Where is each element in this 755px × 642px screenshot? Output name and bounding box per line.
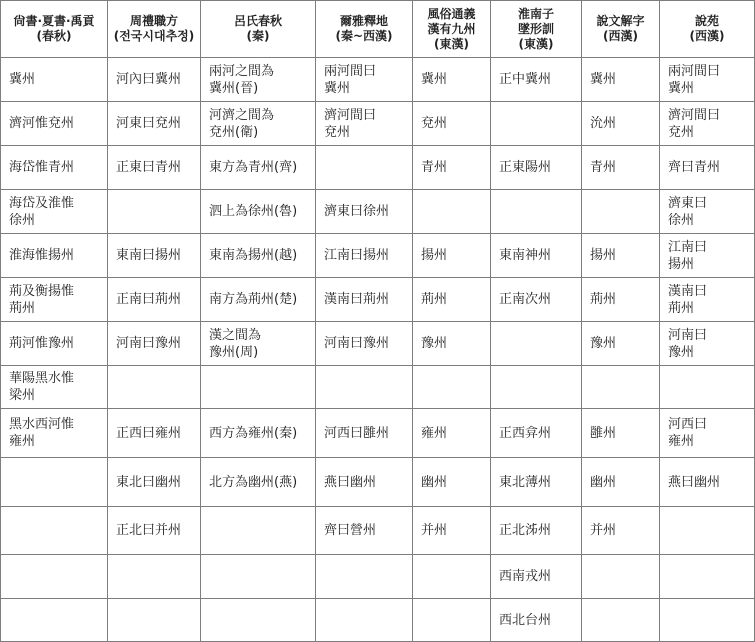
table-cell: [201, 278, 316, 322]
cell-text: 荊河惟豫州: [9, 336, 75, 351]
cell-text: 荊及衡揚惟: [9, 283, 75, 299]
table-cell: [108, 599, 201, 642]
cell-text: 冀州: [590, 72, 617, 87]
cell-text: 西方為雍州(秦): [209, 425, 298, 441]
cell-text: 齊曰營州: [324, 523, 377, 538]
table-cell: [660, 146, 755, 190]
cell-text: 西北台州: [499, 612, 552, 628]
table-cell: [316, 278, 413, 322]
header-text: 尙書·夏書·禹貢: [13, 14, 95, 28]
cell-text: 東方為青州(齊): [209, 160, 298, 175]
cell-text: 河東曰兗州: [116, 116, 182, 131]
cell-text: 南方為荊州(楚): [209, 292, 298, 307]
table-cell: [108, 322, 201, 366]
cell-text: 正東陽州: [499, 160, 552, 175]
table-cell: [413, 234, 491, 278]
cell-text: 冀州: [9, 72, 36, 87]
table-cell: [201, 102, 316, 146]
cell-text: 荊州: [9, 300, 36, 316]
cell-text: 東北薄州: [499, 474, 552, 490]
header-text: 風俗通義: [427, 6, 476, 21]
table-cell: [316, 366, 413, 409]
table-cell: [108, 278, 201, 322]
cell-text: 沇州: [590, 116, 617, 131]
cell-text: 冀州(晉): [209, 80, 259, 96]
table-cell: [491, 278, 582, 322]
cell-text: 河西曰: [668, 417, 708, 432]
cell-text: 濟河惟兗州: [9, 116, 75, 131]
table-cell: [108, 234, 201, 278]
table-cell: [108, 555, 201, 599]
table-cell: [582, 322, 660, 366]
cell-text: 并州: [590, 523, 617, 538]
column-header: [201, 1, 316, 58]
cell-text: 濟河間曰: [668, 107, 721, 123]
cell-text: 東北曰幽州: [116, 474, 182, 490]
table-cell: [491, 507, 582, 555]
table-row: [1, 146, 755, 190]
table-cell: [316, 458, 413, 507]
cell-text: 正中冀州: [499, 72, 552, 87]
table-cell: [660, 278, 755, 322]
column-header: [108, 1, 201, 58]
cell-text: 荊州: [590, 292, 617, 307]
table-cell: [582, 555, 660, 599]
cell-text: 冀州: [668, 80, 695, 96]
table-cell: [316, 555, 413, 599]
cell-text: 燕曰幽州: [324, 474, 377, 490]
table-cell: [201, 322, 316, 366]
table-cell: [1, 146, 108, 190]
table-cell: [413, 102, 491, 146]
cell-text: 青州: [421, 160, 448, 175]
cell-text: 海岱惟青州: [9, 160, 75, 175]
table-row: [1, 507, 755, 555]
cell-text: 濟東曰: [668, 195, 708, 211]
cell-text: 青州: [590, 160, 617, 175]
cell-text: 河南曰: [668, 327, 708, 343]
cell-text: 揚州: [668, 256, 695, 272]
table-cell: [660, 366, 755, 409]
cell-text: 雍州: [9, 434, 36, 449]
cell-text: 兩河間曰: [324, 63, 377, 79]
table-cell: [413, 599, 491, 642]
table-cell: [582, 409, 660, 458]
header-row: [1, 1, 755, 58]
cell-text: 東南曰揚州: [116, 248, 182, 263]
column-header: [660, 1, 755, 58]
cell-text: 荊州: [668, 300, 695, 316]
table-cell: [491, 234, 582, 278]
table-cell: [660, 190, 755, 234]
cell-text: 正西曰雍州: [116, 425, 182, 441]
cell-text: 并州: [421, 523, 448, 538]
table-cell: [108, 458, 201, 507]
cell-text: 河濟之間為: [209, 107, 275, 123]
header-text: 墜形訓: [517, 21, 554, 36]
table-cell: [491, 458, 582, 507]
table-cell: [413, 278, 491, 322]
table-cell: [108, 58, 201, 102]
cell-text: 正南曰荊州: [116, 292, 182, 307]
cell-text: 豫州: [668, 344, 695, 360]
table-cell: [108, 190, 201, 234]
table-cell: [491, 322, 582, 366]
table-cell: [316, 102, 413, 146]
table-cell: [108, 366, 201, 409]
cell-text: 漢南曰荊州: [324, 292, 390, 307]
table-row: [1, 555, 755, 599]
cell-text: 揚州: [590, 248, 617, 263]
table-cell: [201, 409, 316, 458]
table-cell: [660, 555, 755, 599]
cell-text: 兩河之間為: [209, 63, 275, 79]
table-cell: [491, 366, 582, 409]
table-cell: [660, 58, 755, 102]
table-cell: [660, 234, 755, 278]
cell-text: 荊州: [421, 292, 448, 307]
cell-text: 江南曰: [668, 239, 708, 255]
table-cell: [1, 58, 108, 102]
table-cell: [1, 555, 108, 599]
cell-text: 河西曰雝州: [324, 425, 390, 441]
table-cell: [491, 409, 582, 458]
table-row: [1, 102, 755, 146]
header-text: 爾雅釋地: [339, 14, 388, 28]
table-cell: [1, 102, 108, 146]
header-text: (春秋): [36, 29, 72, 43]
table-cell: [660, 507, 755, 555]
table-row: [1, 366, 755, 409]
column-header: [582, 1, 660, 58]
table-row: [1, 322, 755, 366]
table-cell: [413, 507, 491, 555]
cell-text: 西南戎州: [499, 569, 552, 584]
table-cell: [1, 322, 108, 366]
cell-text: 兗州: [324, 124, 351, 140]
cell-text: 江南曰揚州: [324, 248, 390, 263]
cell-text: 冀州: [324, 80, 351, 96]
table-cell: [1, 278, 108, 322]
table-cell: [201, 458, 316, 507]
header-text: 淮南子: [517, 6, 554, 21]
cell-text: 兩河間曰: [668, 63, 721, 79]
table-cell: [1, 366, 108, 409]
table-cell: [201, 555, 316, 599]
table-cell: [201, 146, 316, 190]
table-cell: [1, 190, 108, 234]
column-header: [491, 1, 582, 58]
table-cell: [201, 58, 316, 102]
table-cell: [582, 507, 660, 555]
header-text: 漢有九州: [427, 21, 476, 36]
table-cell: [316, 190, 413, 234]
table-cell: [491, 146, 582, 190]
cell-text: 兗州: [421, 116, 448, 131]
table-cell: [1, 599, 108, 642]
cell-text: 正北泲州: [499, 523, 552, 538]
cell-text: 揚州: [421, 248, 448, 263]
cell-text: 正西弇州: [499, 425, 552, 441]
table-cell: [1, 409, 108, 458]
table-cell: [1, 234, 108, 278]
table-row: [1, 278, 755, 322]
table-cell: [413, 58, 491, 102]
table-cell: [413, 322, 491, 366]
table-cell: [316, 599, 413, 642]
table-cell: [582, 58, 660, 102]
table-cell: [201, 234, 316, 278]
cell-text: 徐州: [9, 212, 36, 228]
cell-text: 濟東曰徐州: [324, 204, 390, 219]
table-cell: [316, 58, 413, 102]
table-cell: [491, 102, 582, 146]
header-text: (東漢): [518, 36, 554, 51]
header-text: (西漢): [689, 29, 725, 43]
table-cell: [108, 102, 201, 146]
cell-text: 北方為幽州(燕): [209, 474, 298, 490]
column-header: [316, 1, 413, 58]
table-cell: [660, 409, 755, 458]
cell-text: 淮海惟揚州: [9, 248, 75, 263]
table-cell: [582, 366, 660, 409]
cell-text: 燕曰幽州: [668, 474, 721, 490]
cell-text: 豫州: [590, 336, 617, 351]
table-cell: [201, 507, 316, 555]
cell-text: 海岱及淮惟: [9, 195, 75, 211]
column-header: [413, 1, 491, 58]
cell-text: 幽州: [421, 474, 448, 490]
table-cell: [582, 599, 660, 642]
table-cell: [108, 146, 201, 190]
cell-text: 雍州: [668, 434, 695, 449]
table-row: [1, 458, 755, 507]
header-text: (전국시대추정): [113, 29, 195, 43]
header-text: (秦~西漢): [335, 29, 393, 43]
table-cell: [201, 190, 316, 234]
cell-text: 華陽黑水惟: [9, 371, 75, 386]
table-row: [1, 599, 755, 642]
table-cell: [413, 555, 491, 599]
table-cell: [316, 234, 413, 278]
table-cell: [660, 599, 755, 642]
cell-text: 黑水西河惟: [9, 417, 75, 432]
table-cell: [660, 322, 755, 366]
header-text: 說苑: [694, 14, 719, 28]
cell-text: 漢南曰: [668, 283, 708, 299]
cell-text: 豫州: [421, 336, 448, 351]
table-row: [1, 409, 755, 458]
header-text: 說文解字: [596, 14, 645, 28]
table-cell: [660, 102, 755, 146]
table-cell: [491, 190, 582, 234]
cell-text: 雝州: [590, 425, 617, 441]
cell-text: 徐州: [668, 212, 695, 228]
table-cell: [660, 458, 755, 507]
table-cell: [413, 458, 491, 507]
table-cell: [582, 146, 660, 190]
table-cell: [491, 555, 582, 599]
table-cell: [413, 146, 491, 190]
cell-text: 河南曰豫州: [116, 336, 182, 351]
cell-text: 豫州(周): [209, 344, 259, 360]
table-cell: [491, 58, 582, 102]
cell-text: 東南神州: [499, 248, 552, 263]
table-cell: [582, 234, 660, 278]
header-text: (秦): [246, 29, 270, 43]
table-cell: [582, 190, 660, 234]
cell-text: 東南為揚州(越): [209, 248, 298, 263]
cell-text: 幽州: [590, 474, 617, 490]
table-row: [1, 190, 755, 234]
table-cell: [316, 322, 413, 366]
table-cell: [582, 102, 660, 146]
column-header: [1, 1, 108, 58]
table-row: [1, 234, 755, 278]
table-cell: [201, 366, 316, 409]
table-cell: [1, 507, 108, 555]
header-text: 周禮職方: [129, 14, 178, 28]
header-text: (西漢): [603, 29, 638, 43]
cell-text: 兗州: [668, 124, 695, 140]
table-cell: [1, 458, 108, 507]
cell-text: 正南次州: [499, 292, 552, 307]
table-cell: [413, 190, 491, 234]
table-cell: [582, 278, 660, 322]
table-cell: [316, 146, 413, 190]
header-text: (東漢): [434, 36, 469, 51]
cell-text: 泗上為徐州(魯): [209, 204, 298, 219]
cell-text: 兗州(衛): [209, 124, 259, 140]
table-cell: [108, 409, 201, 458]
table-cell: [582, 458, 660, 507]
table-cell: [491, 599, 582, 642]
table-cell: [413, 409, 491, 458]
table-cell: [316, 507, 413, 555]
cell-text: 梁州: [9, 388, 36, 403]
table-cell: [108, 507, 201, 555]
cell-text: 冀州: [421, 72, 448, 87]
header-text: 呂氏春秋: [233, 14, 282, 28]
table-cell: [201, 599, 316, 642]
cell-text: 正東曰青州: [116, 160, 182, 175]
cell-text: 河內曰冀州: [116, 72, 182, 87]
table-cell: [413, 366, 491, 409]
cell-text: 濟河間曰: [324, 107, 377, 123]
table-cell: [316, 409, 413, 458]
cell-text: 雍州: [421, 425, 448, 441]
cell-text: 正北曰并州: [116, 523, 182, 538]
cell-text: 河南曰豫州: [324, 336, 390, 351]
table-row: [1, 58, 755, 102]
cell-text: 齊曰青州: [668, 160, 721, 175]
cell-text: 漢之間為: [209, 327, 262, 343]
